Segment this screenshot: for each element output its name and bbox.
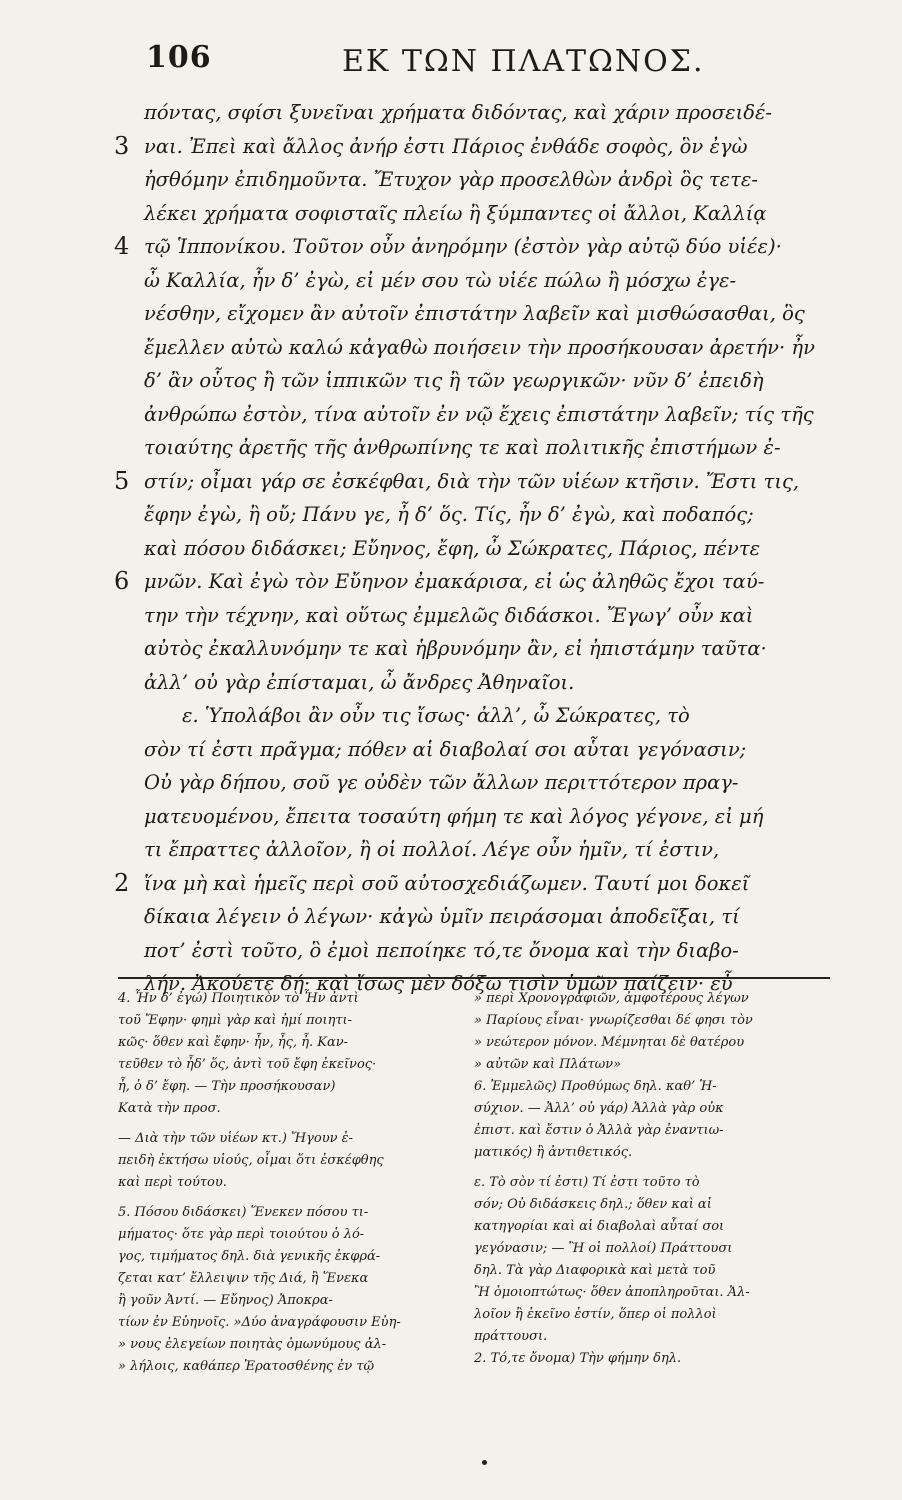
footnote-line: ἦ, ὁ δ’ ἔφη. — Τὴν προσήκουσαν) <box>118 1079 336 1094</box>
footnotes <box>118 988 830 1428</box>
footnote-line: » αὐτῶν καὶ Πλάτων» <box>474 1057 622 1072</box>
footnote-line: κατηγορίαι καὶ αἱ διαβολαὶ αὗταί σοι <box>474 1219 725 1234</box>
text-line <box>100 532 830 566</box>
footnotes-left-column <box>118 988 458 1378</box>
line-text: ε. Ὑπολάβοι ἂν οὖν τις ἴσως· ἀλλ’, ὦ Σώκρατες, τὸ <box>182 704 690 727</box>
line-text: ἠσθόμην ἐπιδημοῦντα. Ἔτυχον γὰρ προσελθὼν ἀνδρὶ ὃς τετε- <box>144 168 758 191</box>
footnote-line: » λήλοις, καθάπερ Ἐρατοσθένης ἐν τῷ <box>118 1359 375 1374</box>
footnote-line: — Διὰ τὴν τῶν υἱέων κτ.) Ἤγουν ἐ- <box>118 1131 354 1146</box>
line-text: ματευομένου, ἔπειτα τοσαύτη φήμη τε καὶ λόγος γέγονε, εἰ μή <box>144 804 764 828</box>
footnote-line: ἢ γοῦν Ἀντί. — Εὔηνος) Ἀποκρα- <box>118 1293 333 1308</box>
text-line <box>100 130 830 164</box>
line-text: στίν; οἶμαι γάρ σε ἐσκέφθαι, διὰ τὴν τῶν υἱέων κτῆσιν. Ἔστι τις, <box>144 469 800 493</box>
line-text: σὸν τί ἐστι πρᾶγμα; πόθεν αἱ διαβολαί σοι αὗται γεγόνασιν; <box>144 737 747 761</box>
text-line <box>100 264 830 298</box>
line-text: την τὴν τέχνην, καὶ οὕτως ἐμμελῶς διδάσκοι. Ἔγωγ’ οὖν καὶ <box>144 603 754 627</box>
footnotes-right-column <box>474 988 814 1370</box>
footnote-line: γεγόνασιν; — Ἢ οἱ πολλοί) Πράττουσι <box>474 1241 733 1256</box>
footnote-line: σύχιον. — Ἀλλ’ οὐ γάρ) Ἀλλὰ γὰρ οὐκ <box>474 1101 724 1116</box>
line-text: τι ἔπραττες ἀλλοῖον, ἢ οἱ πολλοί. Λέγε οὖν ἡμῖν, τί ἐστιν, <box>144 838 720 861</box>
footnote-line: δηλ. Τὰ γὰρ Διαφορικὰ καὶ μετὰ τοῦ <box>474 1263 716 1278</box>
line-text: μνῶν. Καὶ ἐγὼ τὸν Εὔηνον ἐμακάρισα, εἰ ὡς ἀληθῶς ἔχοι ταύ- <box>144 570 765 593</box>
text-line <box>100 398 830 432</box>
text-line <box>100 96 830 130</box>
footnote-line: καὶ περὶ τούτου. <box>118 1175 227 1190</box>
line-text: ἀνθρώπω ἐστὸν, τίνα αὐτοῖν ἐν νῷ ἔχεις ἐπιστάτην λαβεῖν; τίς τῆς <box>144 402 814 426</box>
margin-section-number: 6 <box>114 567 130 595</box>
footnote-line: ἐπιστ. καὶ ἔστιν ὁ Ἀλλὰ γὰρ ἐναντιω- <box>474 1123 724 1138</box>
main-text <box>100 96 830 1001</box>
footnote-line: 6. Ἐμμελῶς) Προθύμως δηλ. καθ’ Ἡ- <box>474 1079 717 1094</box>
footnote-line: τεῦθεν τὸ ἦδ’ ὅς, ἀντὶ τοῦ ἔφη ἐκεῖνος· <box>118 1057 377 1072</box>
line-text: τοιαύτης ἀρετῆς τῆς ἀνθρωπίνης τε καὶ πολιτικῆς ἐπιστήμων ἐ- <box>144 436 781 459</box>
text-line <box>100 331 830 365</box>
footnote-line: 5. Πόσου διδάσκει) Ἕνεκεν πόσου τι- <box>118 1205 369 1220</box>
footnote-rule <box>118 977 830 979</box>
line-text: πόντας, σφίσι ξυνεῖναι χρήματα διδόντας, καὶ χάριν προσειδέ- <box>144 101 773 124</box>
text-line <box>100 197 830 231</box>
line-text: Οὐ γὰρ δήπου, σοῦ γε οὐδὲν τῶν ἄλλων περιττότερον πραγ- <box>144 771 739 794</box>
text-line <box>100 766 830 800</box>
line-text: λέκει χρήματα σοφισταῖς πλείω ἢ ξύμπαντες οἱ ἄλλοι, Καλλίᾳ <box>144 201 767 225</box>
line-text: ἔμελλεν αὐτὼ καλώ κἀγαθὼ ποιήσειν τὴν προσήκουσαν ἀρετήν· ἦν <box>144 335 815 359</box>
footnote-line: Κατὰ τὴν προσ. <box>118 1101 221 1116</box>
footnote-line: κῶς· ὅθεν καὶ ἔφην· ἦν, ἦς, ἦ. Καν- <box>118 1035 349 1050</box>
footnote-line: 4. Ἦν δ’ ἐγώ) Ποιητικὸν τὸ Ἦν ἀντὶ <box>118 991 359 1006</box>
footnote-line: σόν; Οὐ διδάσκεις δηλ.; ὅθεν καὶ αἱ <box>474 1197 712 1212</box>
line-text: ἔφην ἐγὼ, ἢ οὔ; Πάνυ γε, ἦ δ’ ὅς. Τίς, ἦν δ’ ἐγὼ, καὶ ποδαπός; <box>144 503 754 526</box>
footnote-line: ζεται κατ’ ἔλλειψιν τῆς Διά, ἢ Ἕνεκα <box>118 1271 369 1286</box>
margin-section-number: 5 <box>114 466 130 495</box>
footnote-line: λοῖον ἢ ἐκεῖνο ἐστίν, ὅπερ οἱ πολλοὶ <box>474 1307 717 1322</box>
text-line <box>100 297 830 331</box>
line-text: νέσθην, εἴχομεν ἂν αὐτοῖν ἐπιστάτην λαβεῖν καὶ μισθώσασθαι, ὃς <box>144 302 805 325</box>
line-text: καὶ πόσου διδάσκει; Εὔηνος, ἔφη, ὦ Σώκρατες, Πάριος, πέντε <box>144 536 761 560</box>
line-text: ναι. Ἐπεὶ καὶ ἄλλος ἀνήρ ἐστι Πάριος ἐνθάδε σοφὸς, ὃν ἐγὼ <box>144 134 748 158</box>
line-text: ποτ’ ἐστὶ τοῦτο, ὃ ἐμοὶ πεποίηκε τό,τε ὄνομα καὶ τὴν διαβο- <box>144 938 739 962</box>
running-title: ΕΚ ΤΩΝ ΠΛΑΤΩΝΟΣ. <box>342 44 705 79</box>
footnote-line: » Παρίους εἶναι· γνωρίζεσθαι δέ φησι τὸν <box>474 1013 753 1028</box>
text-line <box>100 833 830 867</box>
footnote-line: » νεώτερον μόνον. Μέμνηται δὲ θατέρου <box>474 1035 745 1050</box>
footnote-line: πράττουσι. <box>474 1329 548 1344</box>
line-text: ὦ Καλλία, ἦν δ’ ἐγὼ, εἰ μέν σου τὼ υἱέε πώλω ἢ μόσχω ἐγε- <box>144 268 737 292</box>
margin-section-number: 4 <box>114 232 130 260</box>
margin-section-number: 2 <box>114 868 130 897</box>
text-line <box>100 498 830 532</box>
margin-section-number: 3 <box>114 131 130 160</box>
footnote-line: Ἢ ὁμοιοπτώτως· ὅθεν ἀποπληροῦται. Ἀλ- <box>474 1285 750 1300</box>
text-line <box>100 867 830 901</box>
text-line <box>100 364 830 398</box>
footnote-line: μήματος· ὅτε γὰρ περὶ τοιούτου ὁ λό- <box>118 1227 365 1242</box>
footnote-line: 2. Τό,τε ὄνομα) Τὴν φήμην δηλ. <box>474 1351 682 1366</box>
line-text: ἀλλ’ οὐ γὰρ ἐπίσταμαι, ὦ ἄνδρες Ἀθηναῖοι. <box>144 670 575 694</box>
text-line <box>100 733 830 767</box>
printer-mark <box>482 1460 487 1465</box>
text-line <box>100 431 830 465</box>
text-line <box>100 934 830 968</box>
text-line <box>100 632 830 666</box>
page-number: 106 <box>146 40 212 75</box>
line-text: ἵνα μὴ καὶ ἡμεῖς περὶ σοῦ αὐτοσχεδιάζωμεν. Ταυτί μοι δοκεῖ <box>144 871 750 895</box>
line-text: δ’ ἂν οὗτος ἢ τῶν ἱππικῶν τις ἢ τῶν γεωργικῶν· νῦν δ’ ἐπειδὴ <box>144 369 764 392</box>
text-line <box>100 465 830 499</box>
footnote-line: πειδὴ ἐκτήσω υἱούς, οἶμαι ὅτι ἐσκέφθης <box>118 1153 384 1168</box>
text-line <box>100 900 830 934</box>
footnote-line: ματικός) ἢ ἀντιθετικός. <box>474 1145 633 1160</box>
text-line <box>100 699 830 733</box>
line-text: τῷ Ἱππονίκου. Τοῦτον οὖν ἀνηρόμην (ἐστὸν γὰρ αὐτῷ δύο υἱέε)· <box>144 235 782 258</box>
line-text: δίκαια λέγειν ὁ λέγων· κἀγὼ ὑμῖν πειράσομαι ἀποδεῖξαι, τί <box>144 905 740 928</box>
page-header <box>146 40 832 90</box>
footnote-line: » νους ἐλεγείων ποιητὰς ὁμωνύμους ἀλ- <box>118 1337 387 1352</box>
text-line <box>100 666 830 700</box>
text-line <box>100 599 830 633</box>
text-line <box>100 230 830 264</box>
text-line <box>100 565 830 599</box>
footnote-line: γος, τιμήματος δηλ. διὰ γενικῆς ἐκφρά- <box>118 1249 381 1264</box>
line-text: αὐτὸς ἐκαλλυνόμην τε καὶ ἡβρυνόμην ἂν, εἰ ἠπιστάμην ταῦτα· <box>144 637 767 660</box>
text-line <box>100 800 830 834</box>
footnote-line: ε. Τὸ σὸν τί ἐστι) Τί ἐστι τοῦτο τὸ <box>474 1175 700 1190</box>
footnote-line: τίων ἐν Εὐηνοῖς. »Δύο ἀναγράφουσιν Εὐη- <box>118 1315 401 1330</box>
footnote-line: » περὶ Χρονογραφιῶν, ἀμφοτέρους λέγων <box>474 991 749 1006</box>
line-text: λήν. Ἀκούετε δή· καὶ ἴσως μὲν δόξω τισὶν ὑμῶν παίζειν· εὖ <box>144 972 733 995</box>
footnote-line: τοῦ Ἔφην· φημὶ γὰρ καὶ ἠμί ποιητι- <box>118 1013 353 1028</box>
text-line <box>100 163 830 197</box>
